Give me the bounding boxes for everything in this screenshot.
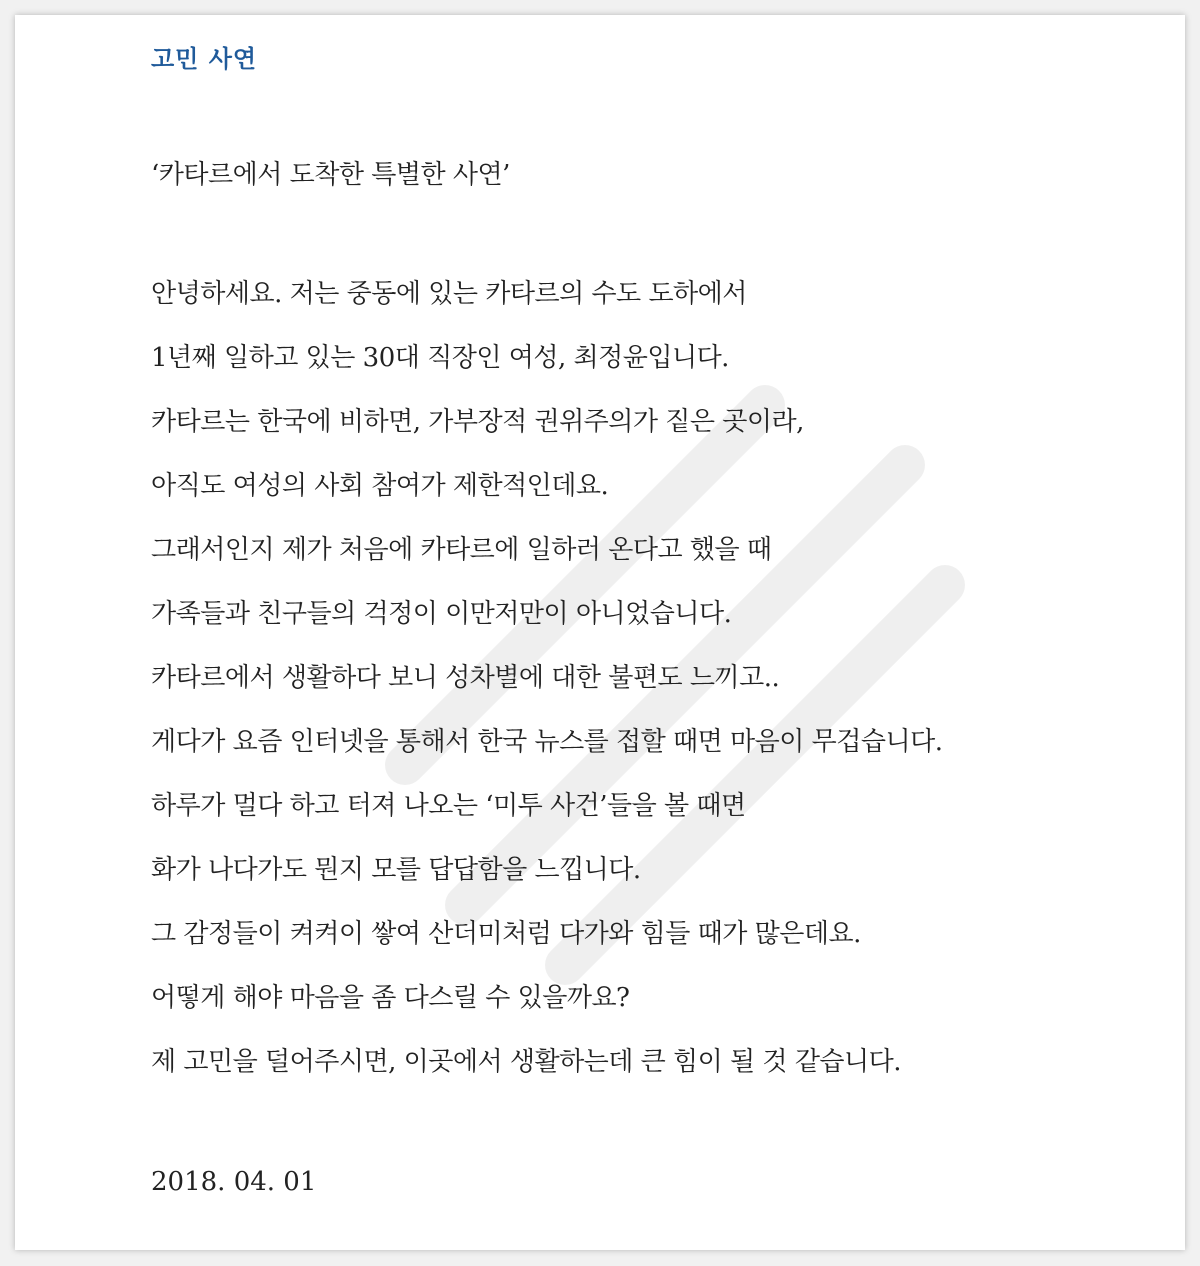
letter-subject: ‘카타르에서 도착한 특별한 사연’: [151, 160, 510, 190]
letter-line: 1년째 일하고 있는 30대 직장인 여성, 최정윤입니다.: [151, 343, 729, 373]
letter-line: 카타르는 한국에 비하면, 가부장적 권위주의가 짙은 곳이라,: [151, 407, 804, 437]
letter-line: 제 고민을 덜어주시면, 이곳에서 생활하는데 큰 힘이 될 것 같습니다.: [151, 1047, 902, 1077]
letter-body: [151, 274, 943, 1106]
letter-line: 그 감정들이 켜켜이 쌓여 산더미처럼 다가와 힘들 때가 많은데요.: [151, 919, 861, 949]
letter-line: 화가 나다가도 뭔지 모를 답답함을 느낍니다.: [151, 855, 641, 885]
letter-page: [15, 15, 1185, 1250]
letter-line: 하루가 멀다 하고 터져 나오는 ‘미투 사건’들을 볼 때면: [151, 791, 746, 821]
section-heading: 고민 사연: [151, 45, 258, 73]
letter-line: 안녕하세요. 저는 중동에 있는 카타르의 수도 도하에서: [151, 279, 747, 309]
letter-line: 가족들과 친구들의 걱정이 이만저만이 아니었습니다.: [151, 599, 732, 629]
letter-line: 게다가 요즘 인터넷을 통해서 한국 뉴스를 접할 때면 마음이 무겁습니다.: [151, 727, 943, 757]
letter-line: 어떻게 해야 마음을 좀 다스릴 수 있을까요?: [151, 983, 630, 1013]
letter-line: 그래서인지 제가 처음에 카타르에 일하러 온다고 했을 때: [151, 535, 772, 565]
letter-line: 아직도 여성의 사회 참여가 제한적인데요.: [151, 471, 609, 501]
letter-line: 카타르에서 생활하다 보니 성차별에 대한 불편도 느끼고..: [151, 663, 780, 693]
letter-date: 2018. 04. 01: [151, 1167, 317, 1197]
